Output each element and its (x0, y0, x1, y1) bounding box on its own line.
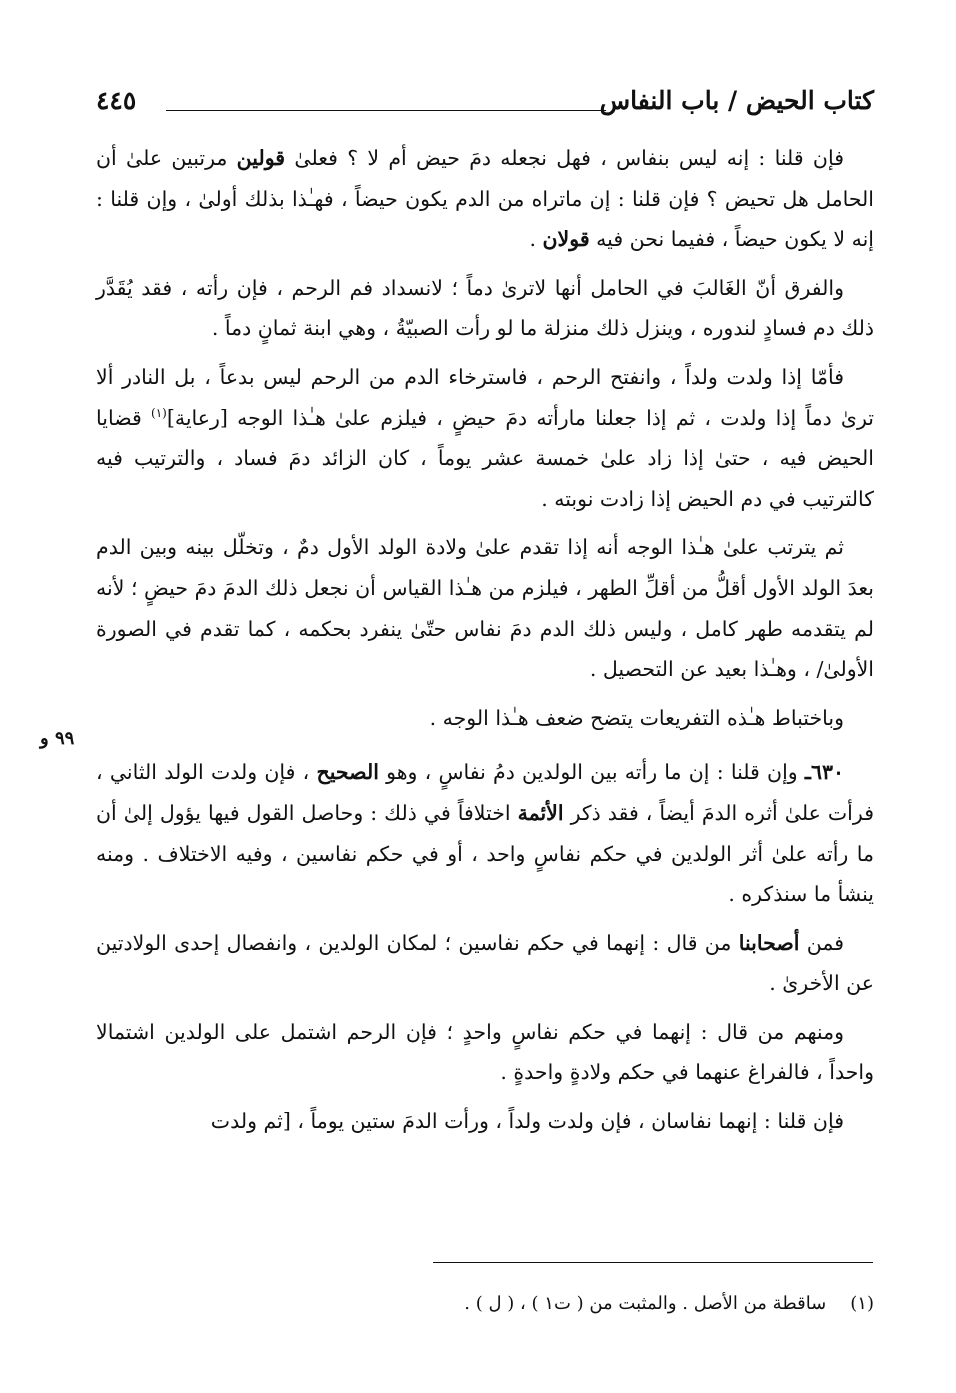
bold-term: الصحيح (316, 760, 379, 785)
text-run: ثم يترتب علىٰ هـٰذا الوجه أنه إذا تقدم علىٰ ولادة الولد الأول دمٌ ، وتخلّل بينه وبين الدم بعدَ الولد الأول أقلُّ من أقلِّ الطهر ، فيلزم من هـٰذا القياس أن نجعل ذلك الدمَ دمَ حيضٍ ؛ لأنه لم يتقدمه طهر كامل ، وليس ذلك الدم دمَ نفاس حتّىٰ ينفرد بحكمه ، كما تقدم في الصورة الأولىٰ/ ، وهـٰذا بعيد عن التحصيل . (96, 535, 874, 682)
text-run: فإن قلنا : إنه ليس بنفاس ، فهل نجعله دمَ حيض أم لا ؟ فعلىٰ (285, 146, 844, 170)
paragraph (96, 698, 874, 739)
paragraph (96, 357, 874, 519)
bold-term: أصحابنا (738, 930, 800, 955)
text-run: ومنهم من قال : إنهما في حكم نفاسٍ واحدٍ ؛ فإن الرحم اشتمل على الولدين اشتمالا واحداً ، فالفراغ عنهما في حكم ولادةٍ واحدةٍ . (96, 1019, 874, 1085)
main-text (96, 138, 874, 1150)
text-run: مرتبين علىٰ أن الحامل هل تحيض ؟ فإن قلنا : إن ماتراه من الدم يكون حيضاً ، فهـٰذا بذلك أولىٰ ، وإن قلنا : إنه لا يكون حيضاً ، ففيما نحن فيه (96, 146, 874, 252)
bold-term: قولين (236, 146, 286, 170)
bold-term: قولان (542, 227, 590, 252)
text-run: فأمّا إذا ولدت ولداً ، وانفتح الرحم ، فاسترخاء الدم من الرحم ليس بدعاً ، بل النادر ألا ترىٰ دماً إذا ولدت ، ثم إذا جعلنا مارأته دمَ حيضٍ ، فيلزم علىٰ هـٰذا الوجه [رعاية] (96, 364, 874, 430)
paragraph (96, 923, 874, 1004)
footnote (200, 1290, 874, 1318)
footnote-text: ساقطة من الأصل . والمثبت من ( ت١ ) ، ( ل ) . (464, 1293, 827, 1314)
paragraph (96, 1012, 874, 1093)
header-rule (166, 110, 606, 111)
footnote-rule (433, 1262, 873, 1263)
paragraph (96, 138, 874, 260)
paragraph (96, 527, 874, 689)
text-run: فإن قلنا : إنهما نفاسان ، فإن ولدت ولداً ، ورأت الدمَ ستين يوماً ، [ثم ولدت (210, 1109, 844, 1134)
page-header (96, 86, 874, 126)
running-title: كتاب الحيض / باب النفاس (599, 86, 874, 115)
text-run: قضايا الحيض فيه ، حتىٰ إذا زاد علىٰ خمسة عشر يوماً ، كان الزائد دمَ فساد ، والترتيب فيه كالترتيب في دم الحيض إذا زادت نوبته . (96, 405, 874, 511)
text-run: من قال : إنهما في حكم نفاسين ؛ لمكان الولدين ، وانفصال إحدى الولادتين عن الأخرىٰ . (96, 930, 874, 996)
text-run: ، فإن ولدت الولد الثاني ، فرأت علىٰ أثره الدمَ أيضاً ، فقد ذكر (96, 760, 874, 825)
paragraph (96, 1101, 874, 1142)
text-run: اختلافاً في ذلك : وحاصل القول فيها يؤول إلىٰ أن ما رأته علىٰ أثر الولدين في حكم نفاسٍ واحد ، أو في حكم نفاسين ، وفيه الاختلاف . ومنه ينشأ ما سنذكره . (96, 800, 874, 907)
text-run: والفرق أنّ الغَالبَ في الحامل أنها لاترىٰ دماً ؛ لانسداد فم الرحم ، فإن رأته ، فقد يُقَدَّر ذلك دم فسادٍ لندوره ، وينزل ذلك منزلة ما لو رأت الصبيّةُ ، وهي ابنة ثمانٍ دماً . (96, 275, 874, 341)
text-run: . (529, 227, 543, 252)
page-number: ٤٤٥ (96, 86, 137, 115)
bold-term: الأئمة (517, 800, 564, 825)
text-run: وإن قلنا : إن ما رأته بين الولدين دمُ نفاسٍ ، وهو (378, 760, 805, 785)
bold-term: ٦٣٠ـ (804, 760, 844, 785)
paragraph (96, 752, 874, 914)
footnote-marker: (١) (151, 405, 167, 420)
paragraph (96, 268, 874, 349)
text-run: وباختباط هـٰذه التفريعات يتضح ضعف هـٰذا الوجه . (429, 705, 844, 730)
text-run: فمن (799, 930, 844, 955)
footnote-number: (١) (850, 1293, 874, 1314)
margin-folio-note: ٩٩ و (40, 728, 75, 749)
